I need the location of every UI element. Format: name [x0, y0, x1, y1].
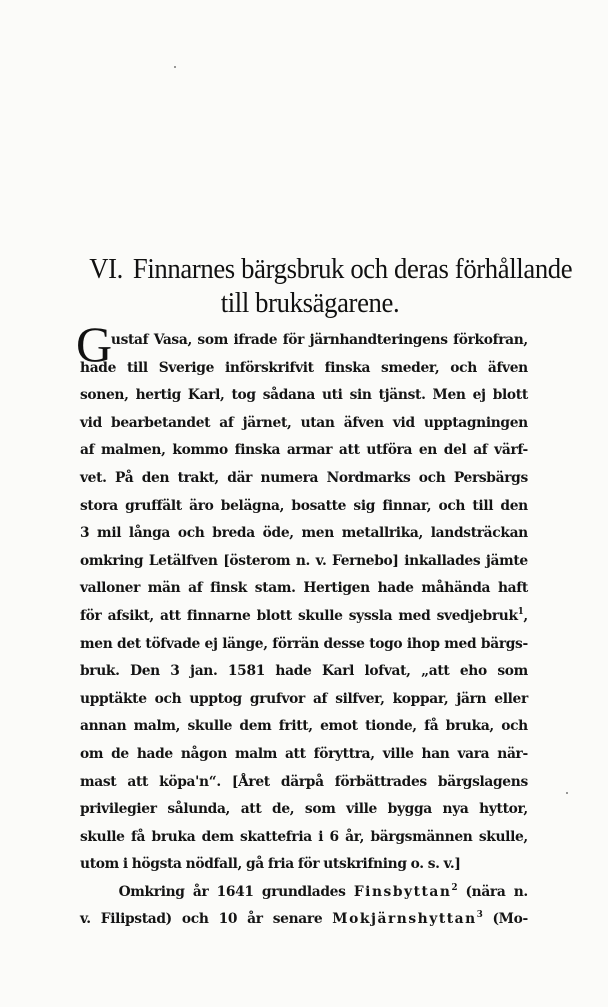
text-line: af malmen, kommo finska armar att utföra en del af värf- [80, 442, 528, 459]
text-line: hade till Sverige införskrifvit finska smeder, och äfven [80, 359, 528, 376]
text-line [80, 879, 528, 907]
paper-speck [174, 66, 176, 68]
footnote-marker: 3 [476, 910, 483, 921]
text-line: upptäkte och upptog grufvor af silfver, koppar, järn eller [80, 690, 528, 707]
text-line: skulle få bruka dem skattefria i 6 år, bärgsmännen skulle, [80, 828, 528, 845]
text-line-content: för afsikt, att finnarne blott skulle syssla med svedjebruk [80, 607, 518, 624]
text-segment: v. Filipstad) och 10 år senare [80, 911, 333, 928]
text-line: bruk. Den 3 jan. 1581 hade Karl lofvat, „att eho som [80, 663, 528, 680]
drop-cap: G [76, 316, 113, 372]
text-line: vet. På den trakt, där numera Nordmarks och Persbärgs [80, 469, 528, 486]
chapter-title-part-1: Finnarnes bärgsbruk och deras förhållande [132, 253, 573, 285]
footnote-marker: 1 [517, 606, 524, 617]
footnote-marker: 2 [451, 882, 458, 893]
text-line: omkring Letälfven [österom n. v. Fernebo] inkallades jämte [80, 552, 528, 569]
text-line: privilegier sålunda, att de, som ville bygga nya hyttor, [80, 801, 528, 818]
text-line: annan malm, skulle dem fritt, emot tionde, få bruka, och [80, 718, 528, 735]
text-line-suffix: , [523, 607, 528, 624]
text-segment: (Mo- [482, 911, 528, 928]
place-name-finsbyttan: Finsbyttan [353, 883, 452, 900]
chapter-heading-line-1 [89, 250, 573, 288]
text-line: sonen, hertig Karl, tog sådana uti sin tjänst. Men ej blott [80, 387, 528, 404]
text-line: vid bearbetandet af järnet, utan äfven vid upptagningen [80, 414, 528, 431]
text-segment: Omkring år 1641 grundlades [118, 883, 354, 900]
body-text [76, 316, 528, 934]
chapter-title-part-2: till bruksägarene. [220, 287, 400, 319]
text-line: mast att köpa'n“. [Året därpå förbättrades bärgslagens [80, 773, 528, 790]
text-line: valloner män af finsk stam. Hertigen hade måhända haft [80, 580, 528, 597]
place-name-mokjarnshyttan: Mokjärnshyttan [332, 911, 477, 928]
text-line: men det töfvade ej länge, förrän desse togo ihop med bärgs- [80, 635, 528, 652]
text-line [80, 906, 528, 934]
chapter-number: VI. [89, 253, 123, 285]
text-line: om de hade någon malm att föryttra, ville han vara när- [80, 745, 528, 762]
text-line: ustaf Vasa, som ifrade för järnhandteringens förkofran, [110, 332, 528, 348]
text-line: stora gruffält äro belägna, bosatte sig finnar, och till den [80, 497, 528, 514]
text-segment: (nära n. [457, 883, 528, 900]
text-line: utom i högsta nödfall, gå fria för utskrifning o. s. v.] [80, 856, 461, 873]
paper-speck [566, 792, 568, 794]
text-line: 3 mil långa och breda öde, men metallrika, landsträckan [80, 525, 528, 542]
chapter-heading-line-2 [89, 284, 531, 322]
text-line [80, 603, 528, 631]
